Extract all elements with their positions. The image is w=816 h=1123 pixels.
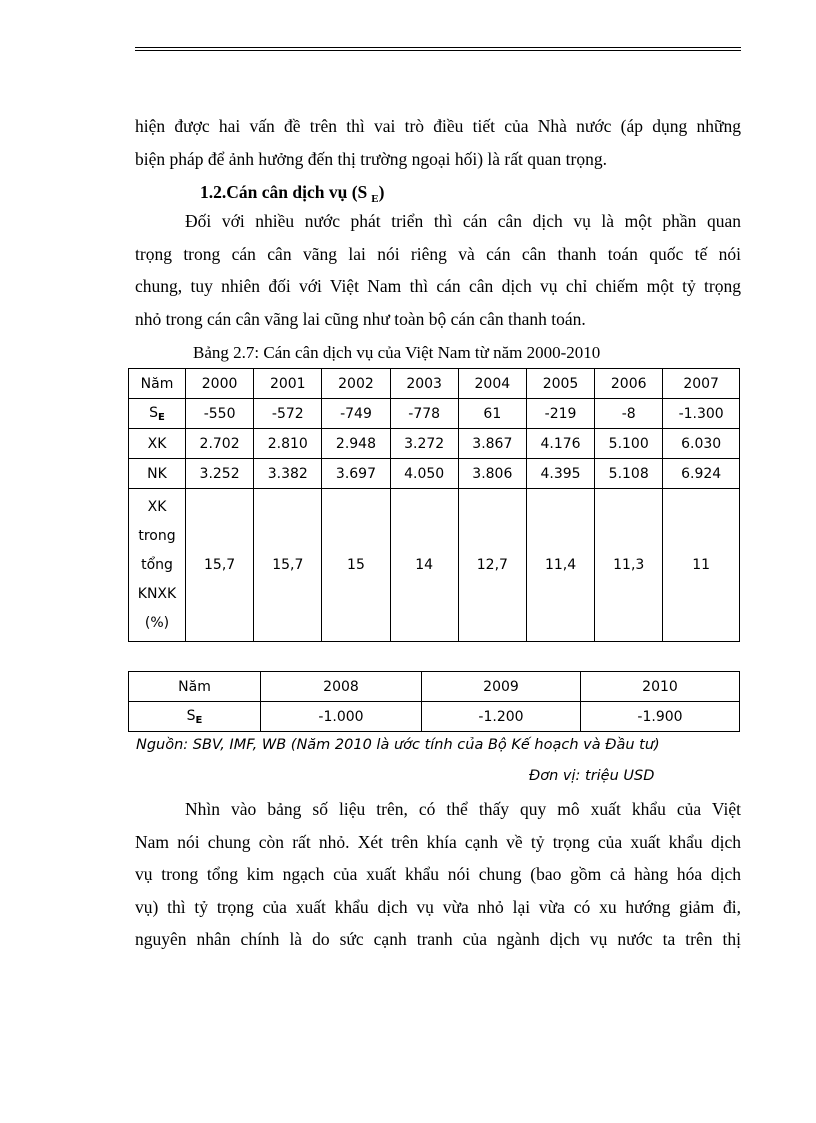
table-unit-note: Đơn vị: triệu USD xyxy=(529,768,655,784)
year-cell: 2001 xyxy=(254,369,322,399)
se-cell: -572 xyxy=(254,399,322,429)
header-rule-top xyxy=(135,47,741,48)
table-row-nk xyxy=(129,459,740,489)
text-line: chung, tuy nhiên đối với Việt Nam thì cán cân dịch vụ chỉ chiếm một tỷ trọng xyxy=(135,276,741,296)
xk-cell: 5.100 xyxy=(595,429,663,459)
share-cell: 14 xyxy=(390,489,458,642)
nk-cell: 4.050 xyxy=(390,459,458,489)
text-line: nhỏ trong cán cân vãng lai cũng như toàn bộ cán cân thanh toán. xyxy=(135,308,586,329)
service-balance-table-2008-2010 xyxy=(128,671,740,732)
year-cell: 2004 xyxy=(458,369,526,399)
share-cell: 15,7 xyxy=(186,489,254,642)
xk-cell: 6.030 xyxy=(663,429,740,459)
section-title-close: ) xyxy=(378,182,385,202)
text-line: vụ) thì tỷ trọng của xuất khẩu dịch vụ vừa nhỏ lại vừa có xu hướng giảm đi, xyxy=(135,896,741,917)
table-source-note: Nguồn: SBV, IMF, WB (Năm 2010 là ước tính của Bộ Kế hoạch và Đầu tư) xyxy=(136,737,660,753)
intro-paragraph xyxy=(135,110,741,175)
paragraph-2 xyxy=(135,793,741,956)
share-cell: 11 xyxy=(663,489,740,642)
share-cell: 11,3 xyxy=(595,489,663,642)
xk-cell: 3.272 xyxy=(390,429,458,459)
year-cell: 2006 xyxy=(595,369,663,399)
header-rule-bottom xyxy=(135,50,741,51)
se-cell: -778 xyxy=(390,399,458,429)
year-cell: 2003 xyxy=(390,369,458,399)
year-cell: 2000 xyxy=(186,369,254,399)
year-cell: 2008 xyxy=(261,672,422,702)
nk-cell: 3.697 xyxy=(322,459,390,489)
share-cell: 11,4 xyxy=(526,489,594,642)
section-title: 1.2.Cán cân dịch vụ (S xyxy=(200,182,368,202)
row-label-se: $S_E$ xyxy=(129,399,186,429)
nk-cell: 3.382 xyxy=(254,459,322,489)
se-cell: -1.200 xyxy=(422,702,581,732)
xk-cell: 2.948 xyxy=(322,429,390,459)
text-line: Nhìn vào bảng số liệu trên, có thể thấy quy mô xuất khẩu của Việt xyxy=(185,799,741,819)
nk-cell: 3.806 xyxy=(458,459,526,489)
table-row-share xyxy=(129,489,740,642)
row-label-year: Năm xyxy=(129,369,186,399)
se-cell: -219 xyxy=(526,399,594,429)
xk-cell: 3.867 xyxy=(458,429,526,459)
nk-cell: 5.108 xyxy=(595,459,663,489)
text-line: hiện được hai vấn đề trên thì vai trò điều tiết của Nhà nước (áp dụng những xyxy=(135,116,741,136)
xk-cell: 4.176 xyxy=(526,429,594,459)
table-row-year xyxy=(129,672,740,702)
xk-cell: 2.702 xyxy=(186,429,254,459)
paragraph-1 xyxy=(135,205,741,335)
se-cell: -1.900 xyxy=(581,702,740,732)
se-cell: -8 xyxy=(595,399,663,429)
row-label-xk: XK xyxy=(129,429,186,459)
year-cell: 2007 xyxy=(663,369,740,399)
se-cell: -550 xyxy=(186,399,254,429)
text-line: Nam nói chung còn rất nhỏ. Xét trên khía cạnh về tỷ trọng của xuất khẩu dịch xyxy=(135,831,741,852)
se-cell: -1.300 xyxy=(663,399,740,429)
table-row-year xyxy=(129,369,740,399)
share-cell: 15 xyxy=(322,489,390,642)
row-label-share: XK trong tổng KNXK (%) xyxy=(129,489,186,642)
nk-cell: 3.252 xyxy=(186,459,254,489)
year-cell: 2009 xyxy=(422,672,581,702)
nk-cell: 4.395 xyxy=(526,459,594,489)
se-cell: -1.000 xyxy=(261,702,422,732)
table-row-xk xyxy=(129,429,740,459)
share-cell: 15,7 xyxy=(254,489,322,642)
text-line: vụ trong tổng kim ngạch của xuất khẩu nói chung (bao gồm cả hàng hóa dịch xyxy=(135,864,741,884)
text-line: trọng trong cán cân vãng lai nói riêng và cán cân thanh toán quốc tế nói xyxy=(135,243,741,264)
section-title-subscript: E xyxy=(371,193,379,205)
row-label-se: $S_E$ xyxy=(129,702,261,732)
xk-cell: 2.810 xyxy=(254,429,322,459)
text-line: Đối với nhiều nước phát triển thì cán cân dịch vụ là một phần quan xyxy=(185,211,741,231)
year-cell: 2005 xyxy=(526,369,594,399)
table-caption: Bảng 2.7: Cán cân dịch vụ của Việt Nam từ năm 2000-2010 xyxy=(193,343,601,362)
table-row-se xyxy=(129,399,740,429)
text-line: biện pháp để ảnh hưởng đến thị trường ngoại hối) là rất quan trọng. xyxy=(135,148,607,169)
row-label-year: Năm xyxy=(129,672,261,702)
year-cell: 2002 xyxy=(322,369,390,399)
nk-cell: 6.924 xyxy=(663,459,740,489)
se-cell: 61 xyxy=(458,399,526,429)
row-label-nk: NK xyxy=(129,459,186,489)
se-cell: -749 xyxy=(322,399,390,429)
text-line: nguyên nhân chính là do sức cạnh tranh của ngành dịch vụ nước ta trên thị xyxy=(135,929,741,949)
year-cell: 2010 xyxy=(581,672,740,702)
service-balance-table-2000-2007 xyxy=(128,368,740,642)
table-row-se xyxy=(129,702,740,732)
share-cell: 12,7 xyxy=(458,489,526,642)
